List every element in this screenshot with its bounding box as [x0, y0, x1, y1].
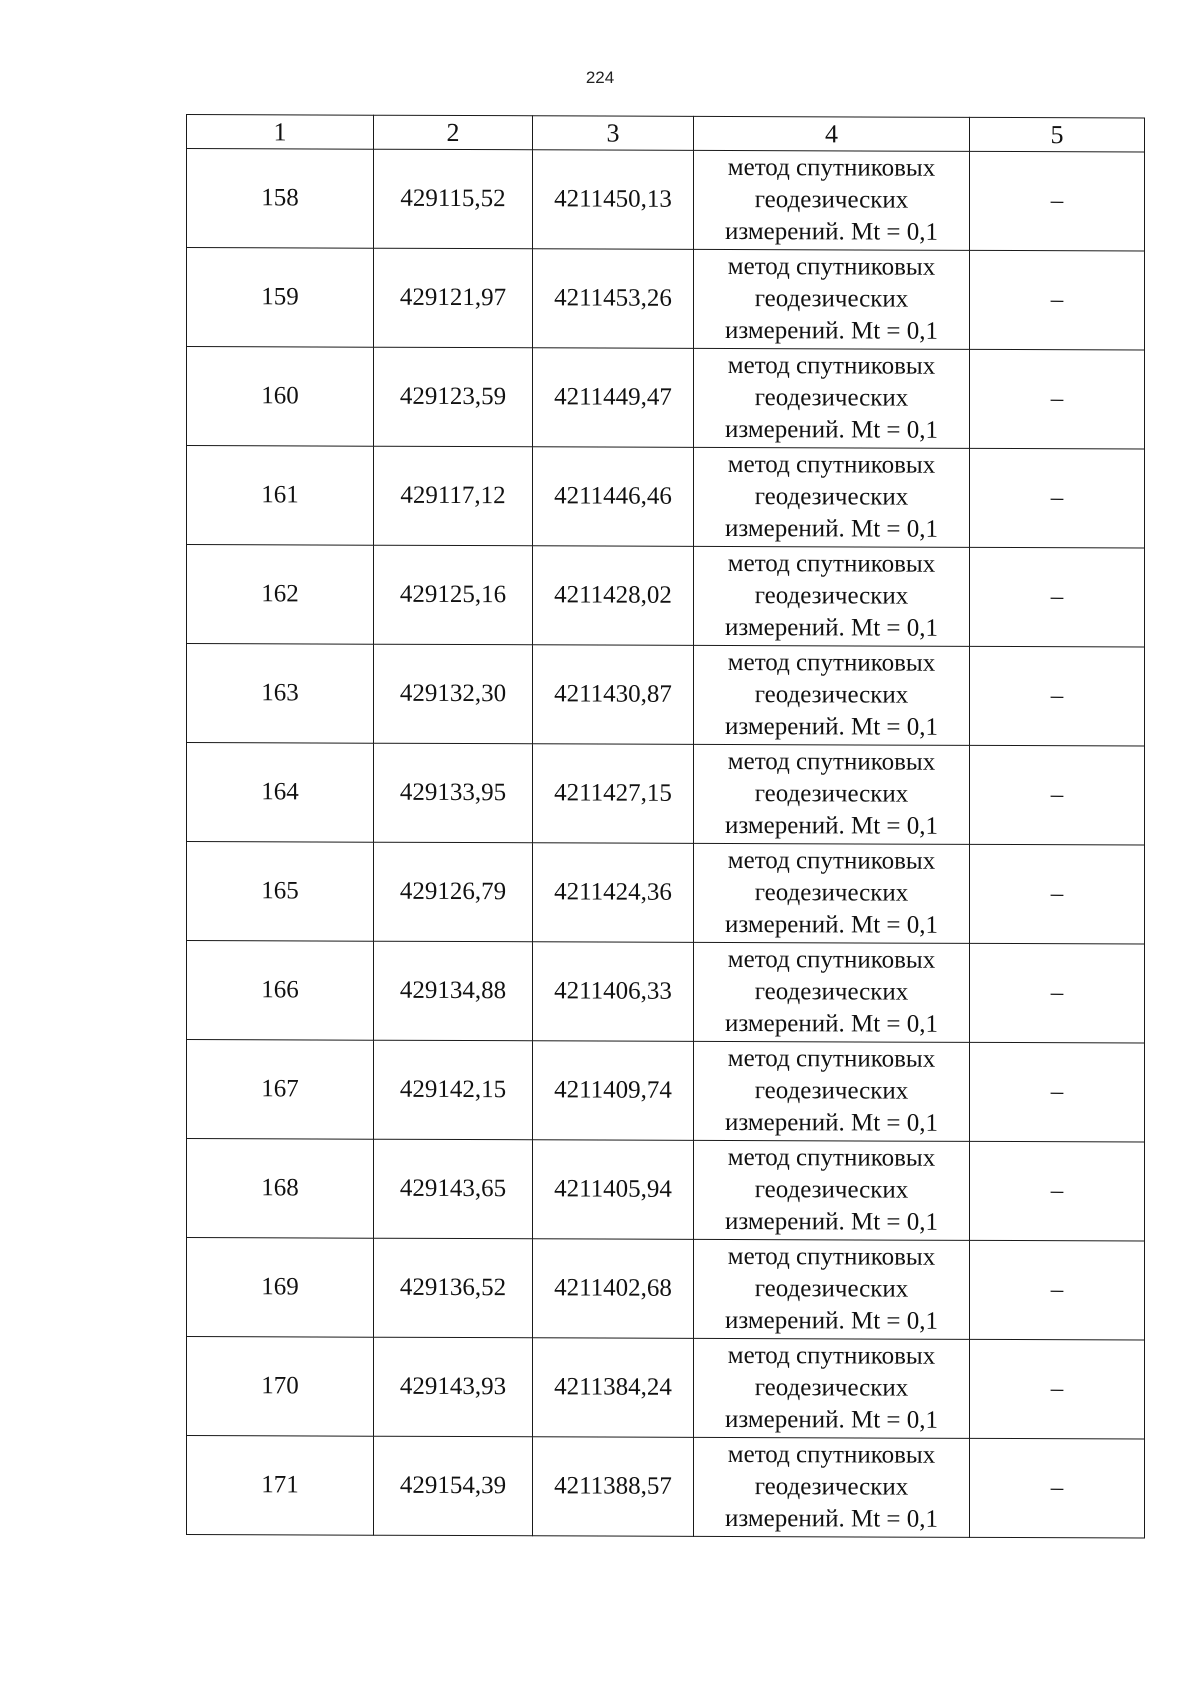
note-cell: –: [970, 1240, 1145, 1340]
note-cell: –: [970, 349, 1145, 449]
point-number-cell: 171: [187, 1436, 374, 1536]
method-cell: [694, 1239, 970, 1339]
column-header-3: 3: [533, 116, 694, 151]
coordinates-table: [186, 114, 1145, 1539]
method-cell: [694, 744, 970, 844]
y-coordinate-cell: 4211427,15: [533, 744, 694, 844]
x-coordinate-cell: 429121,97: [374, 248, 533, 348]
table-row: [187, 1436, 1145, 1539]
method-line-2: геодезических: [754, 681, 909, 709]
method-line-3: измерений. Mt = 0,1: [724, 1504, 939, 1533]
x-coordinate-cell: 429136,52: [374, 1238, 533, 1338]
method-cell: [694, 150, 970, 250]
method-line-3: измерений. Mt = 0,1: [724, 217, 939, 246]
y-coordinate-cell: 4211388,57: [533, 1437, 694, 1537]
x-coordinate-cell: 429117,12: [374, 446, 533, 546]
method-cell: [694, 447, 970, 547]
column-header-5: 5: [970, 117, 1145, 152]
method-line-2: геодезических: [754, 879, 909, 907]
point-number-cell: 167: [187, 1040, 374, 1140]
method-line-3: измерений. Mt = 0,1: [724, 613, 939, 642]
point-number-cell: 158: [187, 149, 374, 249]
y-coordinate-cell: 4211409,74: [533, 1041, 694, 1141]
method-line-1: метод спутниковых: [727, 351, 936, 380]
y-coordinate-cell: 4211450,13: [533, 150, 694, 250]
method-line-1: метод спутниковых: [727, 747, 936, 776]
table-row: [187, 1337, 1145, 1440]
x-coordinate-cell: 429134,88: [374, 941, 533, 1041]
note-cell: –: [970, 943, 1145, 1043]
note-cell: –: [970, 1438, 1145, 1538]
method-line-3: измерений. Mt = 0,1: [724, 1207, 939, 1236]
method-cell: [694, 1437, 970, 1537]
y-coordinate-cell: 4211446,46: [533, 447, 694, 547]
method-line-2: геодезических: [754, 186, 909, 214]
x-coordinate-cell: 429142,15: [374, 1040, 533, 1140]
method-cell: [694, 249, 970, 349]
table-row: [187, 1040, 1145, 1143]
point-number-cell: 160: [187, 347, 374, 447]
x-coordinate-cell: 429133,95: [374, 743, 533, 843]
header-row: [187, 115, 1145, 153]
table-row: [187, 1238, 1145, 1341]
y-coordinate-cell: 4211405,94: [533, 1140, 694, 1240]
y-coordinate-cell: 4211384,24: [533, 1338, 694, 1438]
method-line-1: метод спутниковых: [727, 945, 936, 974]
y-coordinate-cell: 4211428,02: [533, 546, 694, 646]
method-cell: [694, 348, 970, 448]
method-cell: [694, 942, 970, 1042]
x-coordinate-cell: 429115,52: [374, 149, 533, 249]
table-row: [187, 941, 1145, 1044]
note-cell: –: [970, 547, 1145, 647]
method-line-1: метод спутниковых: [727, 450, 936, 479]
x-coordinate-cell: 429143,65: [374, 1139, 533, 1239]
method-line-1: метод спутниковых: [727, 1341, 936, 1370]
method-line-1: метод спутниковых: [727, 648, 936, 677]
method-line-2: геодезических: [754, 483, 909, 511]
note-cell: –: [970, 745, 1145, 845]
x-coordinate-cell: 429143,93: [374, 1337, 533, 1437]
point-number-cell: 166: [187, 941, 374, 1041]
method-cell: [694, 1140, 970, 1240]
method-line-2: геодезических: [754, 780, 909, 808]
note-cell: –: [970, 1042, 1145, 1142]
point-number-cell: 168: [187, 1139, 374, 1239]
table-row: [187, 1139, 1145, 1242]
note-cell: –: [970, 646, 1145, 746]
method-line-1: метод спутниковых: [727, 1143, 936, 1172]
column-header-1: 1: [187, 115, 374, 150]
method-line-3: измерений. Mt = 0,1: [724, 811, 939, 840]
note-cell: –: [970, 1339, 1145, 1439]
x-coordinate-cell: 429125,16: [374, 545, 533, 645]
note-cell: –: [970, 448, 1145, 548]
point-number-cell: 169: [187, 1238, 374, 1338]
method-line-2: геодезических: [754, 1374, 909, 1402]
method-line-3: измерений. Mt = 0,1: [724, 1405, 939, 1434]
page-number: 224: [585, 68, 615, 87]
method-line-1: метод спутниковых: [727, 1242, 936, 1271]
column-header-2: 2: [374, 115, 533, 150]
point-number-cell: 165: [187, 842, 374, 942]
table-row: [187, 149, 1145, 252]
method-line-3: измерений. Mt = 0,1: [724, 1108, 939, 1137]
method-line-1: метод спутниковых: [727, 846, 936, 875]
method-line-1: метод спутниковых: [727, 1044, 936, 1073]
x-coordinate-cell: 429123,59: [374, 347, 533, 447]
note-cell: –: [970, 1141, 1145, 1241]
method-line-2: геодезических: [754, 1473, 909, 1501]
point-number-cell: 170: [187, 1337, 374, 1437]
table-row: [187, 842, 1145, 945]
method-line-1: метод спутниковых: [727, 252, 936, 281]
table-row: [187, 446, 1145, 549]
method-line-2: геодезических: [754, 1275, 909, 1303]
method-line-2: геодезических: [754, 582, 909, 610]
method-line-2: геодезических: [754, 285, 909, 313]
method-cell: [694, 546, 970, 646]
method-line-3: измерений. Mt = 0,1: [724, 1306, 939, 1335]
method-cell: [694, 1041, 970, 1141]
x-coordinate-cell: 429132,30: [374, 644, 533, 744]
point-number-cell: 164: [187, 743, 374, 843]
x-coordinate-cell: 429126,79: [374, 842, 533, 942]
table-row: [187, 347, 1145, 450]
table-row: [187, 248, 1145, 351]
note-cell: –: [970, 151, 1145, 251]
table-row: [187, 644, 1145, 747]
method-line-3: измерений. Mt = 0,1: [724, 415, 939, 444]
y-coordinate-cell: 4211430,87: [533, 645, 694, 745]
y-coordinate-cell: 4211406,33: [533, 942, 694, 1042]
method-line-3: измерений. Mt = 0,1: [724, 910, 939, 939]
note-cell: –: [970, 844, 1145, 944]
method-line-2: геодезических: [754, 384, 909, 412]
method-cell: [694, 1338, 970, 1438]
point-number-cell: 163: [187, 644, 374, 744]
method-line-1: метод спутниковых: [727, 1440, 936, 1469]
y-coordinate-cell: 4211453,26: [533, 249, 694, 349]
point-number-cell: 162: [187, 545, 374, 645]
method-line-2: геодезических: [754, 1176, 909, 1204]
method-line-1: метод спутниковых: [727, 549, 936, 578]
method-line-3: измерений. Mt = 0,1: [724, 1009, 939, 1038]
method-cell: [694, 645, 970, 745]
point-number-cell: 161: [187, 446, 374, 546]
method-line-1: метод спутниковых: [727, 153, 936, 182]
y-coordinate-cell: 4211402,68: [533, 1239, 694, 1339]
column-header-4: 4: [694, 116, 970, 151]
x-coordinate-cell: 429154,39: [374, 1436, 533, 1536]
method-line-3: измерений. Mt = 0,1: [724, 712, 939, 741]
table-row: [187, 545, 1145, 648]
method-line-3: измерений. Mt = 0,1: [724, 316, 939, 345]
point-number-cell: 159: [187, 248, 374, 348]
method-cell: [694, 843, 970, 943]
method-line-3: измерений. Mt = 0,1: [724, 514, 939, 543]
table-row: [187, 743, 1145, 846]
note-cell: –: [970, 250, 1145, 350]
y-coordinate-cell: 4211424,36: [533, 843, 694, 943]
method-line-2: геодезических: [754, 978, 909, 1006]
y-coordinate-cell: 4211449,47: [533, 348, 694, 448]
method-line-2: геодезических: [754, 1077, 909, 1105]
table-body: [187, 149, 1145, 1539]
